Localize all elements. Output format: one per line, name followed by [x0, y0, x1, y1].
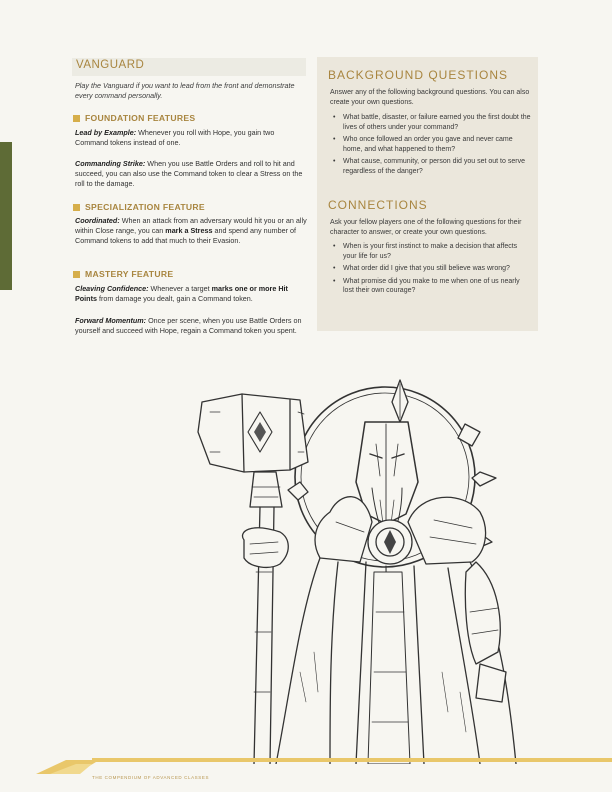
mastery-heading: [73, 269, 173, 279]
bullet-icon: •: [333, 277, 336, 285]
gold-square-icon: [73, 271, 80, 278]
connections-title: CONNECTIONS: [328, 198, 428, 212]
feature-text: When an attack from an adversary would hit you or an ally within Close range, you can: [75, 216, 307, 236]
list-item: • What battle, disaster, or failure earned you the first doubt the lives of others under your command?: [333, 114, 531, 131]
feature-name: Lead by Example:: [75, 128, 137, 137]
foundation-heading: [73, 113, 195, 123]
footer-bar: [36, 758, 612, 774]
vanguard-illustration: [180, 372, 550, 764]
feature-name: Cleaving Confidence:: [75, 284, 149, 293]
background-intro: Answer any of the following background questions. You can also create your own questions.: [330, 89, 530, 106]
bullet-icon: •: [333, 136, 336, 144]
feature-text: Whenever you roll with Hope, you gain two Command tokens instead of one.: [75, 128, 275, 148]
mastery-feature-1: [75, 284, 307, 304]
subclass-intro: Play the Vanguard if you want to lead from the front and demonstrate every command personally.: [75, 81, 295, 100]
feature-bold: marks one or more Hit Points: [75, 284, 288, 304]
feature-text: When you use Battle Orders and roll to hit and succeed, you can also use the Command token to clear a Stress on the roll to the damage.: [75, 159, 303, 189]
specialization-heading-text: SPECIALIZATION FEATURE: [85, 202, 205, 212]
footer-text: THE COMPENDIUM OF ADVANCED CLASSES: [92, 775, 210, 780]
subclass-title: VANGUARD: [72, 58, 306, 76]
list-item: • Who once followed an order you gave and never came home, and what happened to them?: [333, 136, 513, 153]
feature-name: Coordinated:: [75, 216, 120, 225]
background-questions: [330, 113, 532, 180]
foundation-heading-text: FOUNDATION FEATURES: [85, 113, 196, 123]
feature-text: Once per scene, when you use Battle Orders on yourself and succeed with Hope, regain a Command token you spent.: [75, 316, 302, 336]
foundation-feature-2: [75, 159, 307, 190]
feature-text: Whenever a target: [148, 284, 212, 293]
bullet-icon: •: [333, 265, 336, 273]
connections-intro: Ask your fellow players one of the following questions for their character to answer, or create your own questions.: [330, 219, 522, 236]
list-item: • What promise did you make to me when one of us nearly lost their own courage?: [333, 277, 520, 295]
background-title: BACKGROUND QUESTIONS: [328, 68, 509, 82]
gold-square-icon: [73, 115, 80, 122]
list-item: • When is your first instinct to make a decision that affects your life for us?: [333, 243, 518, 260]
mastery-heading-text: MASTERY FEATURE: [85, 269, 174, 279]
list-item: • What cause, community, or person did you set out to serve regardless of the danger?: [333, 158, 525, 175]
bullet-icon: •: [333, 158, 336, 166]
feature-text: from damage you dealt, gain a Command token.: [96, 294, 253, 304]
connections-questions: [330, 242, 532, 299]
bullet-icon: •: [333, 243, 336, 250]
feature-text: and spend any number of Command tokens to add that much to their Evasion.: [75, 226, 296, 246]
feature-bold: mark a Stress: [165, 226, 213, 236]
foundation-feature-1: [75, 128, 307, 148]
bullet-icon: •: [333, 114, 336, 121]
feature-name: Commanding Strike:: [75, 159, 146, 168]
list-item: • What order did I give that you still believe was wrong?: [333, 265, 510, 273]
gold-square-icon: [73, 204, 80, 211]
specialization-feature-1: [75, 216, 307, 247]
feature-name: Forward Momentum:: [75, 316, 147, 325]
specialization-heading: [73, 202, 205, 212]
chapter-tab: [0, 142, 12, 290]
mastery-feature-2: [75, 316, 307, 336]
